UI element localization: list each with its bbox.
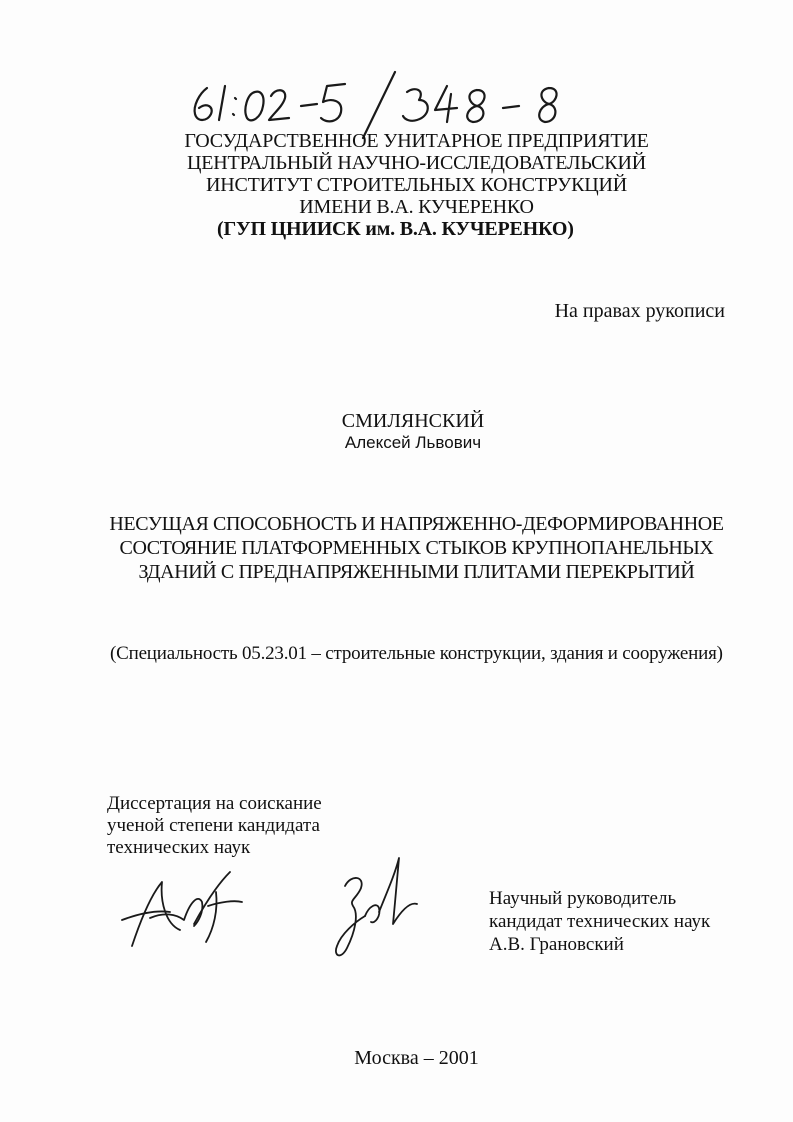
organization-block xyxy=(0,130,793,240)
organization-line-4: ИМЕНИ В.А. КУЧЕРЕНКО xyxy=(299,196,534,218)
city-year: Москва – 2001 xyxy=(354,1047,479,1069)
dissertation-line-1: Диссертация на соискание xyxy=(107,793,322,814)
title-line-1: НЕСУЩАЯ СПОСОБНОСТЬ И НАПРЯЖЕННО-ДЕФОРМИРОВАННОЕ xyxy=(109,513,724,535)
author-block xyxy=(0,410,793,454)
manuscript-note: На правах рукописи xyxy=(554,300,725,322)
author-signature xyxy=(110,862,250,952)
supervisor-signature xyxy=(325,852,445,967)
supervisor-degree: кандидат технических наук xyxy=(489,911,711,932)
supervisor-role: Научный руководитель xyxy=(489,888,677,909)
supervisor-name: А.В. Грановский xyxy=(489,934,624,955)
dissertation-note xyxy=(107,793,322,859)
organization-abbreviation: (ГУП ЦНИИСК им. В.А. КУЧЕРЕНКО) xyxy=(217,218,574,240)
title-line-3: ЗДАНИЙ С ПРЕДНАПРЯЖЕННЫМИ ПЛИТАМИ ПЕРЕКРЫТИЙ xyxy=(138,561,695,583)
organization-line-2: ЦЕНТРАЛЬНЫЙ НАУЧНО-ИССЛЕДОВАТЕЛЬСКИЙ xyxy=(187,152,646,174)
organization-line-1: ГОСУДАРСТВЕННОЕ УНИТАРНОЕ ПРЕДПРИЯТИЕ xyxy=(184,130,649,152)
dissertation-line-3: технических наук xyxy=(107,837,251,858)
specialty-line: (Специальность 05.23.01 – строительные конструкции, здания и сооружения) xyxy=(110,643,723,664)
author-surname: СМИЛЯНСКИЙ xyxy=(341,410,485,432)
title-line-2: СОСТОЯНИЕ ПЛАТФОРМЕННЫХ СТЫКОВ КРУПНОПАНЕЛЬНЫХ xyxy=(119,537,714,559)
author-name: Алексей Львович xyxy=(344,433,482,452)
organization-line-3: ИНСТИТУТ СТРОИТЕЛЬНЫХ КОНСТРУКЦИЙ xyxy=(206,174,627,196)
dissertation-line-2: ученой степени кандидата xyxy=(107,815,320,836)
dissertation-title xyxy=(0,512,793,584)
supervisor-block xyxy=(489,887,710,956)
